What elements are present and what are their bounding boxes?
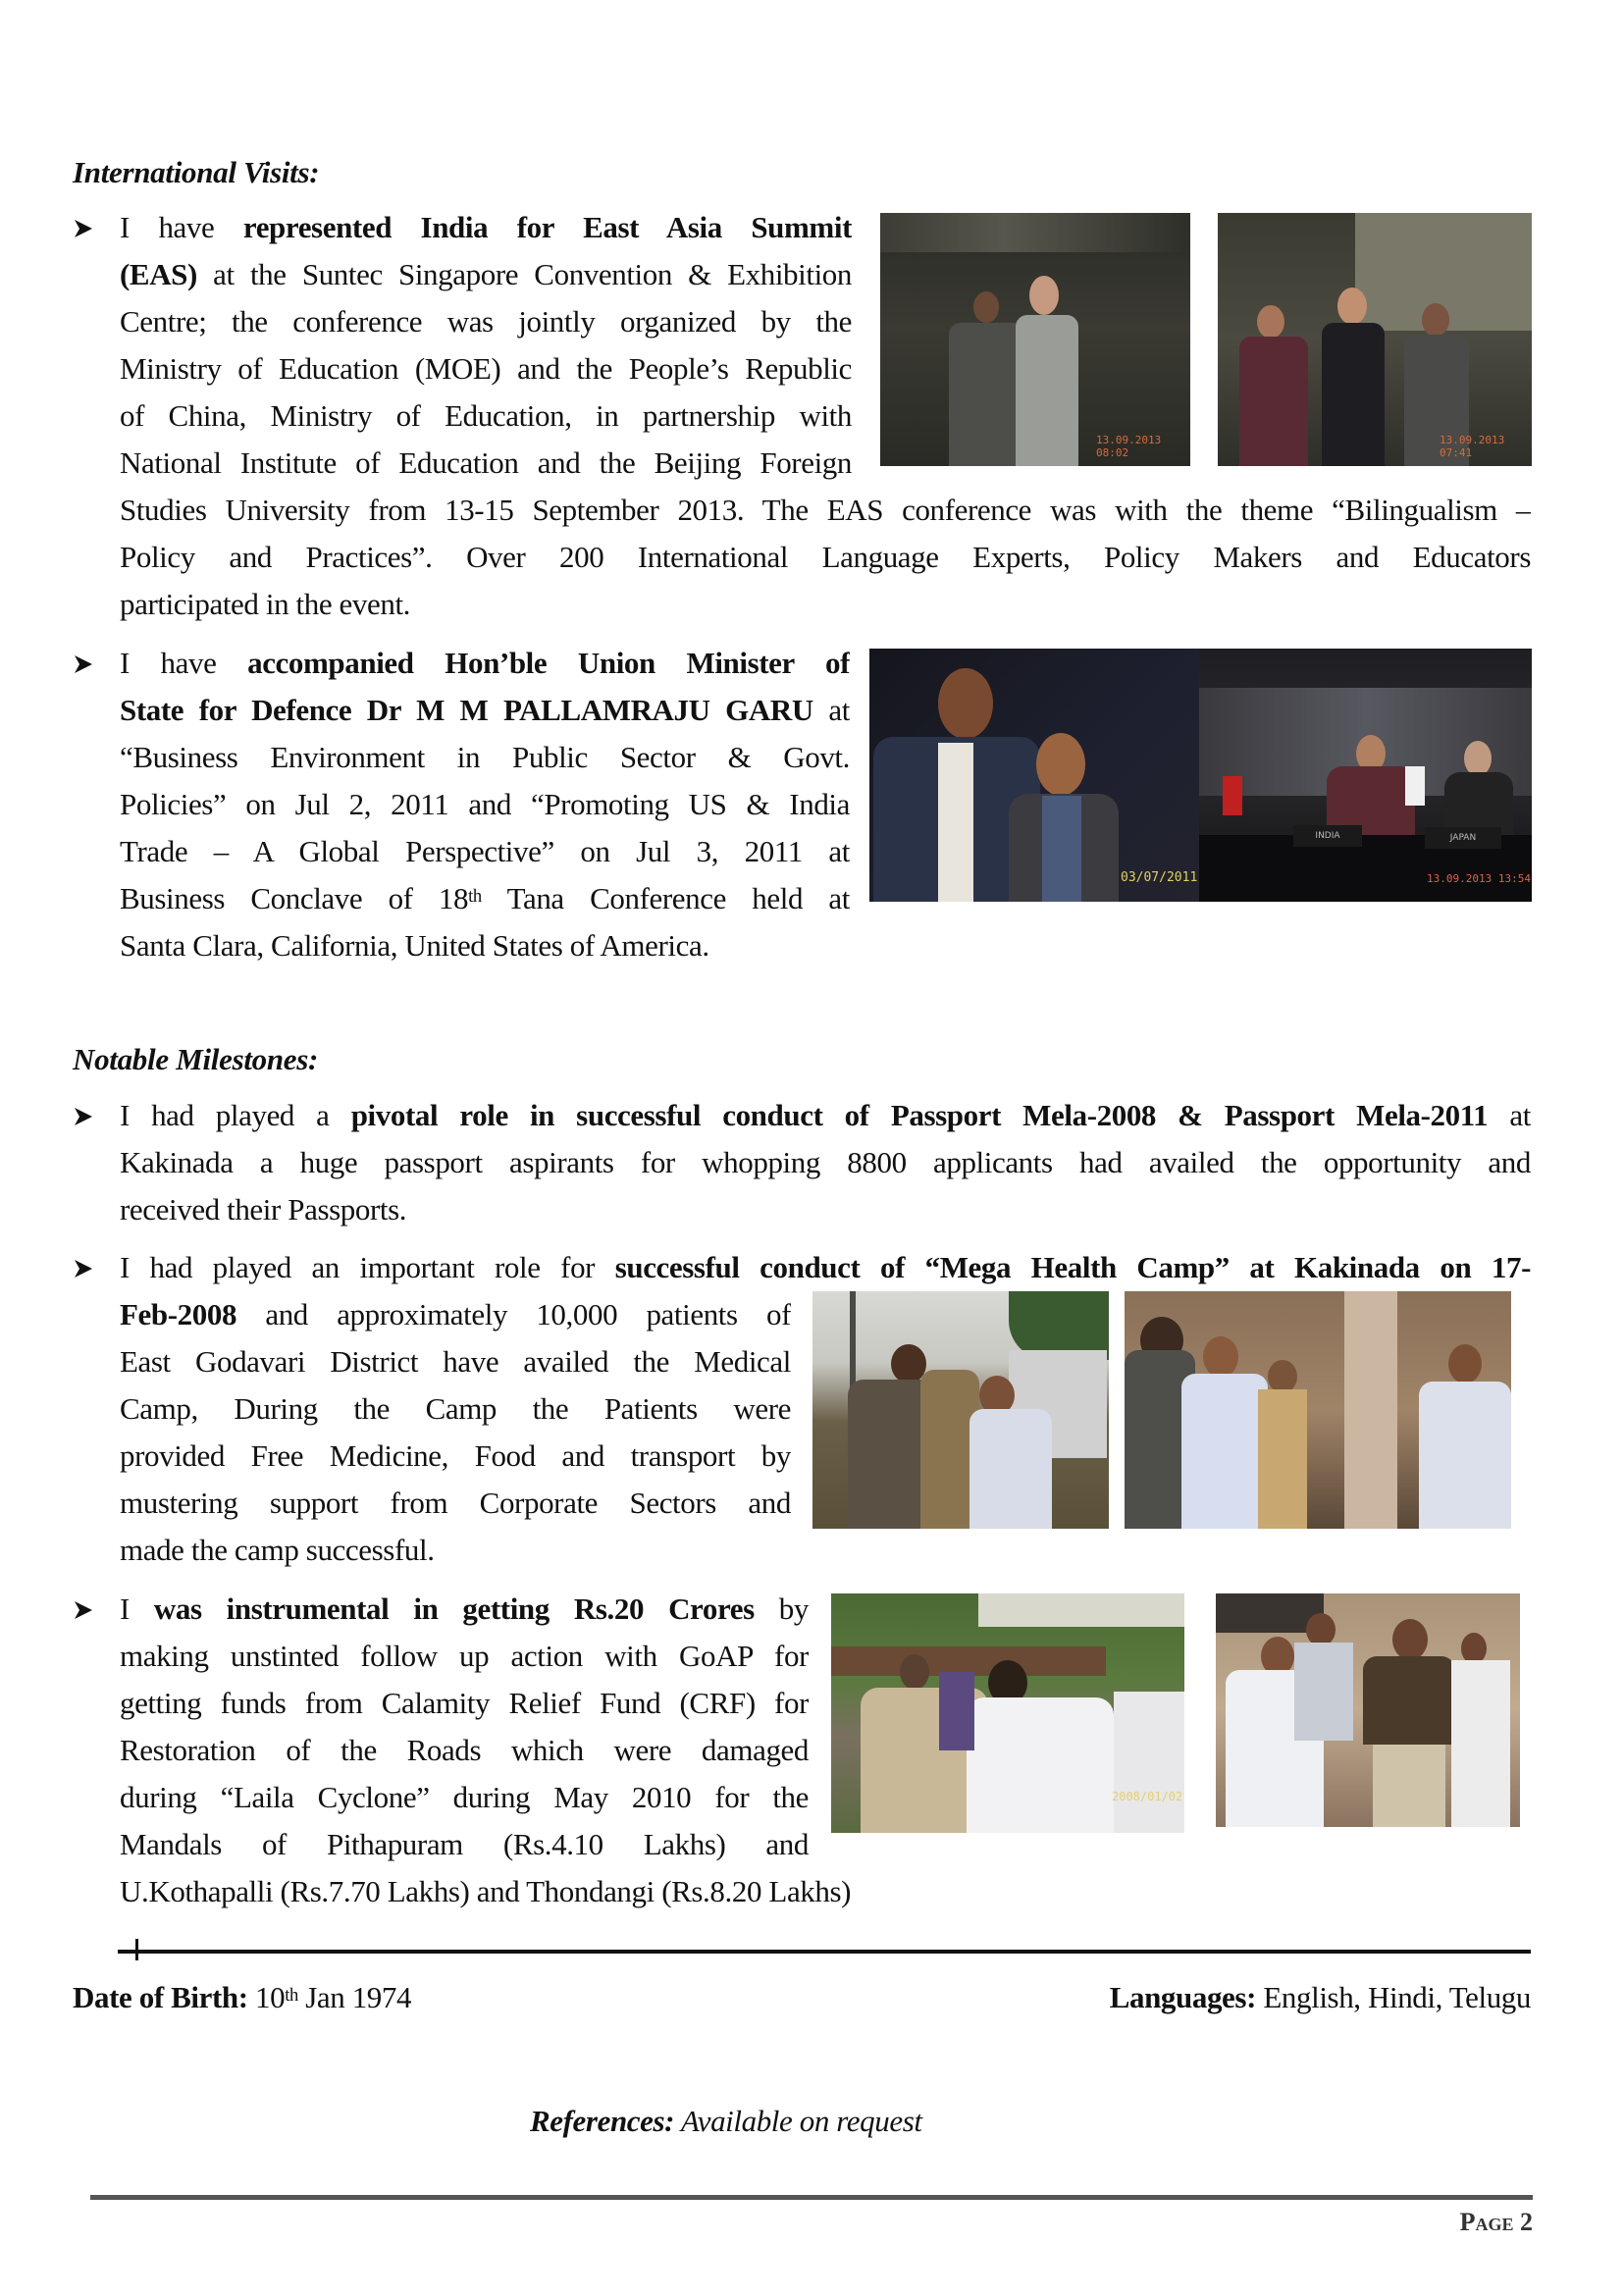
arrow-bullet-icon: [73, 1258, 94, 1279]
photo-timestamp: 13.09.2013 13:54: [1427, 872, 1531, 885]
dob-label: Date of Birth:: [73, 1980, 248, 2014]
section-heading-international-visits: International Visits:: [73, 155, 320, 189]
text-line: (EAS) at the Suntec Singapore Convention & Exhibition: [120, 257, 852, 291]
text-line: U.Kothapalli (Rs.7.70 Lakhs) and Thondangi (Rs.8.20 Lakhs): [120, 1874, 852, 1908]
text-line: I have accompanied Hon’ble Union Minister of: [120, 646, 850, 680]
text-line: Kakinada a huge passport aspirants for whopping 8800 applicants had availed the opportunity and: [120, 1145, 1531, 1179]
photo-cyclone-inspection-2: [1216, 1593, 1520, 1827]
section-heading-notable-milestones: Notable Milestones:: [73, 1042, 319, 1076]
languages-label: Languages:: [1109, 1980, 1257, 2014]
divider-line: [118, 1950, 1531, 1954]
photo-eas-summit-1: [880, 213, 1190, 466]
text-line: National Institute of Education and the Beijing Foreign: [120, 445, 852, 480]
references: References: Available on request: [530, 2104, 922, 2138]
photo-health-camp-2: [1125, 1291, 1511, 1529]
arrow-bullet-icon: [73, 653, 94, 675]
text-line: of China, Ministry of Education, in partnership with: [120, 398, 852, 433]
photo-timestamp: 13.09.2013 08:02: [1096, 434, 1162, 459]
text-line: making unstinted follow up action with GoAP for: [120, 1639, 809, 1673]
photo-timestamp: 03/07/2011: [1121, 870, 1198, 885]
text-line: Policy and Practices”. Over 200 International Language Experts, Policy Makers and Educators: [120, 540, 1531, 574]
text-line: participated in the event.: [120, 587, 411, 621]
text-line: East Godavari District have availed the Medical: [120, 1344, 791, 1379]
photo-tana-conference: [869, 649, 1199, 902]
photo-nameplate-india: INDIA: [1293, 825, 1362, 847]
text-line: during “Laila Cyclone” during May 2010 for the: [120, 1780, 809, 1814]
photo-nameplate-japan: JAPAN: [1425, 827, 1501, 849]
text-line: Camp, During the Camp the Patients were: [120, 1391, 791, 1426]
date-of-birth: Date of Birth: 10th Jan 1974: [73, 1980, 412, 2014]
photo-timestamp: 13.09.2013 07:41: [1440, 434, 1505, 459]
text-line: Restoration of the Roads which were damaged: [120, 1733, 809, 1767]
text-line: I had played a pivotal role in successful conduct of Passport Mela-2008 & Passport Mela-2011 at: [120, 1098, 1531, 1132]
text-line: Ministry of Education (MOE) and the People’s Republic: [120, 351, 852, 386]
arrow-bullet-icon: [73, 1106, 94, 1127]
text-line: Mandals of Pithapuram (Rs.4.10 Lakhs) and: [120, 1827, 809, 1861]
footer-rule: [90, 2195, 1533, 2200]
languages: Languages: English, Hindi, Telugu: [1109, 1980, 1531, 2014]
text-line: mustering support from Corporate Sectors and: [120, 1486, 791, 1520]
text-line: provided Free Medicine, Food and transport by: [120, 1438, 791, 1473]
photo-timestamp: 2008/01/02: [1112, 1790, 1183, 1803]
arrow-bullet-icon: [73, 1599, 94, 1621]
text-line: State for Defence Dr M M PALLAMRAJU GARU at: [120, 693, 850, 727]
text-line: I had played an important role for successful conduct of “Mega Health Camp” at Kakinada on 17-: [120, 1250, 1531, 1284]
text-line: Santa Clara, California, United States of America.: [120, 928, 709, 963]
divider-tick: [135, 1939, 138, 1960]
text-line: Centre; the conference was jointly organized by the: [120, 304, 852, 339]
references-label: References:: [530, 2104, 675, 2138]
text-line: I have represented India for East Asia Summit: [120, 210, 852, 244]
text-line: Studies University from 13-15 September 2013. The EAS conference was with the theme “Bilingualism –: [120, 493, 1531, 527]
text-line: Policies” on Jul 2, 2011 and “Promoting US & India: [120, 787, 850, 821]
arrow-bullet-icon: [73, 218, 94, 239]
text-line: made the camp successful.: [120, 1533, 435, 1567]
text-line: “Business Environment in Public Sector & Govt.: [120, 740, 850, 774]
photo-eas-conference-table: [1199, 649, 1532, 902]
text-line: Feb-2008 and approximately 10,000 patients of: [120, 1297, 791, 1331]
text-line: I was instrumental in getting Rs.20 Crores by: [120, 1592, 809, 1626]
page-number: Page 2: [1459, 2208, 1533, 2236]
photo-eas-summit-2: [1218, 213, 1532, 466]
text-line: Trade – A Global Perspective” on Jul 3, 2011 at: [120, 834, 850, 868]
text-line: Business Conclave of 18th Tana Conference held at: [120, 881, 850, 915]
text-line: received their Passports.: [120, 1192, 407, 1226]
photo-health-camp-1: [812, 1291, 1109, 1529]
photo-cyclone-inspection-1: [831, 1593, 1184, 1833]
text-line: getting funds from Calamity Relief Fund (CRF) for: [120, 1686, 809, 1720]
